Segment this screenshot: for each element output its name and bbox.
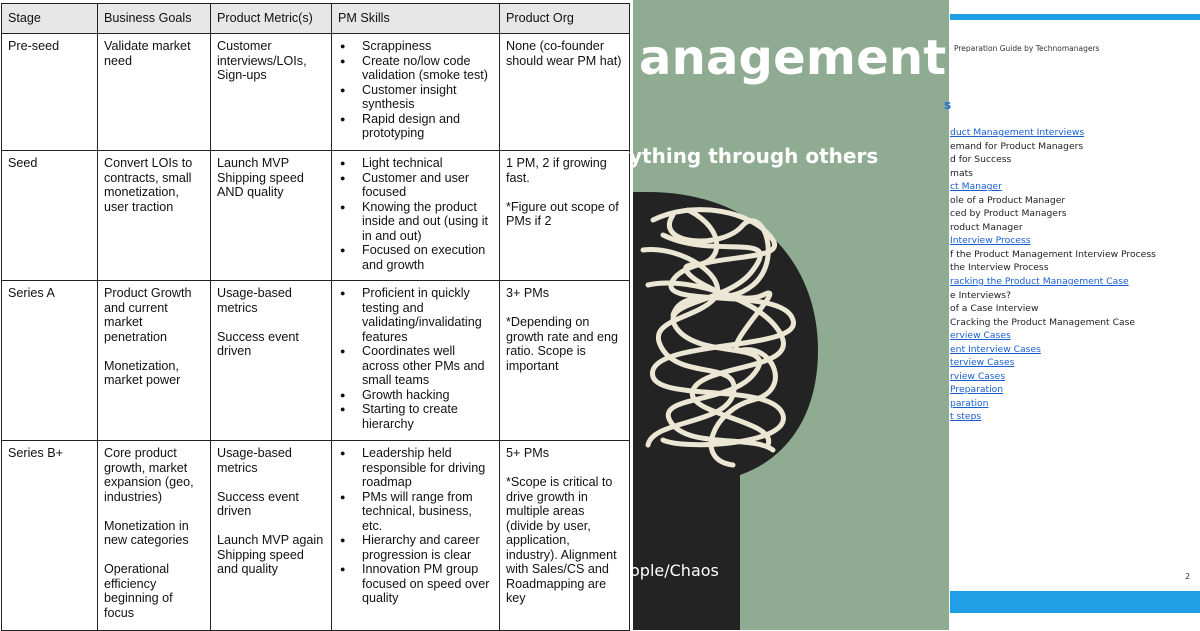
skill-item: ● Coordinates well across other PMs and small teams bbox=[338, 344, 493, 388]
skill-item: ● Light technical bbox=[338, 156, 493, 171]
goals-cell bbox=[98, 441, 211, 631]
goals-text: Product Growth and current market penetration bbox=[104, 286, 192, 344]
book-cover-panel bbox=[629, 0, 952, 630]
org-note: *Figure out scope of PMs if 2 bbox=[506, 199, 619, 228]
skill-item: ● Scrappiness bbox=[338, 39, 493, 54]
toc-bottom-bar bbox=[950, 591, 1200, 613]
metrics-text: Usage-based metrics bbox=[217, 446, 292, 475]
toc-link[interactable]: racking the Product Management Case bbox=[950, 276, 1129, 288]
stage-label: Series B+ bbox=[8, 446, 63, 460]
toc-link[interactable]: rview Cases bbox=[950, 370, 1006, 382]
toc-link[interactable]: erview Cases bbox=[950, 330, 1011, 342]
skills-list bbox=[338, 446, 493, 606]
skill-item: ● Customer and user focused bbox=[338, 171, 493, 200]
toc-link[interactable]: terview Cases bbox=[950, 357, 1015, 369]
metrics-cell bbox=[211, 281, 332, 441]
stage-cell bbox=[2, 34, 98, 151]
toc-entry: mats bbox=[950, 167, 973, 179]
toc-entry: of a Case Interview bbox=[950, 303, 1039, 315]
org-cell bbox=[500, 151, 630, 281]
org-cell bbox=[500, 34, 630, 151]
header-pm-skills: PM Skills bbox=[332, 4, 500, 34]
toc-entry: ced by Product Managers bbox=[950, 208, 1067, 220]
toc-link[interactable]: Interview Process bbox=[950, 235, 1031, 247]
table-row bbox=[2, 151, 630, 281]
skill-item: ● Create no/low code validation (smoke test) bbox=[338, 54, 493, 83]
goals-cell bbox=[98, 151, 211, 281]
goals-cell bbox=[98, 34, 211, 151]
header-stage: Stage bbox=[2, 4, 98, 34]
toc-link[interactable]: Preparation bbox=[950, 384, 1004, 396]
skill-item: ● PMs will range from technical, business, etc. bbox=[338, 490, 493, 534]
table-row bbox=[2, 34, 630, 151]
metrics-text: Usage-based metrics bbox=[217, 286, 292, 315]
toc-link[interactable]: ent Interview Cases bbox=[950, 343, 1041, 355]
stage-label: Pre-seed bbox=[8, 39, 60, 53]
skills-list bbox=[338, 39, 493, 141]
stage-table bbox=[1, 3, 630, 631]
table-row bbox=[2, 441, 630, 631]
toc-page-header: Preparation Guide by Technomanagers bbox=[954, 44, 1100, 53]
goals-text: Operational efficiency beginning of focus bbox=[104, 562, 173, 620]
stage-label: Seed bbox=[8, 156, 38, 170]
toc-page-panel bbox=[944, 0, 1200, 630]
metrics-cell bbox=[211, 441, 332, 631]
header-business-goals: Business Goals bbox=[98, 4, 211, 34]
toc-link[interactable]: paration bbox=[950, 397, 989, 409]
skill-item: ● Starting to create hierarchy bbox=[338, 402, 493, 431]
metrics-cell bbox=[211, 34, 332, 151]
metrics-text: Success event driven bbox=[217, 489, 299, 518]
skills-list bbox=[338, 286, 493, 431]
org-text: None (co-founder should wear PM hat) bbox=[506, 39, 622, 68]
org-text: 5+ PMs bbox=[506, 446, 550, 460]
stage-label: Series A bbox=[8, 286, 55, 300]
skill-item: ● Innovation PM group focused on speed over quality bbox=[338, 562, 493, 606]
goals-text: Convert LOIs to contracts, small monetization, user traction bbox=[104, 156, 193, 214]
goals-cell bbox=[98, 281, 211, 441]
cover-title: anagement bbox=[639, 30, 947, 86]
toc-link[interactable]: t steps bbox=[950, 411, 982, 423]
toc-heading: s bbox=[944, 98, 952, 112]
org-note: *Depending on growth rate and eng ratio. Scope is important bbox=[506, 315, 619, 373]
toc-entry: the Interview Process bbox=[950, 262, 1049, 274]
toc-link[interactable]: duct Management Interviews bbox=[950, 127, 1085, 138]
page-number: 2 bbox=[1185, 572, 1191, 581]
toc-list bbox=[950, 126, 1156, 424]
org-cell bbox=[500, 441, 630, 631]
metrics-cell bbox=[211, 151, 332, 281]
skill-item: ● Proficient in quickly testing and validating/invalidating features bbox=[338, 286, 493, 344]
cover-subtitle: ything through others bbox=[629, 144, 879, 168]
toc-entry: roduct Manager bbox=[950, 221, 1023, 233]
goals-text: Monetization in new categories bbox=[104, 518, 189, 547]
metrics-text: Customer interviews/LOIs, Sign-ups bbox=[217, 39, 307, 82]
metrics-text: Launch MVP Shipping speed AND quality bbox=[217, 156, 304, 199]
skill-item: ● Rapid design and prototyping bbox=[338, 112, 493, 141]
metrics-text: Success event driven bbox=[217, 329, 299, 358]
skills-cell bbox=[332, 441, 500, 631]
stage-cell bbox=[2, 281, 98, 441]
skill-item: ● Customer insight synthesis bbox=[338, 83, 493, 112]
skills-list bbox=[338, 156, 493, 272]
stage-cell bbox=[2, 441, 98, 631]
toc-entry: Cracking the Product Management Case bbox=[950, 316, 1136, 328]
stage-cell bbox=[2, 151, 98, 281]
table-header-row bbox=[2, 4, 630, 34]
toc-link[interactable]: ct Manager bbox=[950, 181, 1002, 193]
header-product-org: Product Org bbox=[500, 4, 630, 34]
skill-item: ● Leadership held responsible for driving roadmap bbox=[338, 446, 493, 490]
skill-item: ● Hierarchy and career progression is clear bbox=[338, 533, 493, 562]
skill-item: ● Growth hacking bbox=[338, 388, 493, 403]
table-row bbox=[2, 281, 630, 441]
skills-cell bbox=[332, 151, 500, 281]
org-text: 1 PM, 2 if growing fast. bbox=[506, 156, 607, 185]
skill-item: ● Knowing the product inside and out (using it in and out) bbox=[338, 200, 493, 244]
org-note: *Scope is critical to drive growth in multiple areas (divide by user, application, industry). Alignment with Sales/CS and Roadmapping are key bbox=[506, 475, 617, 605]
org-cell bbox=[500, 281, 630, 441]
toc-entry: emand for Product Managers bbox=[950, 140, 1084, 152]
toc-entry: e Interviews? bbox=[950, 289, 1011, 301]
goals-text: Validate market need bbox=[104, 39, 191, 68]
goals-text: Core product growth, market expansion (geo, industries) bbox=[104, 446, 194, 504]
skills-cell bbox=[332, 281, 500, 441]
toc-entry: f the Product Management Interview Process bbox=[950, 248, 1156, 260]
cover-footer-text: ople/Chaos bbox=[630, 561, 719, 580]
goals-text: Monetization, market power bbox=[104, 358, 181, 387]
skill-item: ● Focused on execution and growth bbox=[338, 243, 493, 272]
skills-cell bbox=[332, 34, 500, 151]
metrics-text: Launch MVP again Shipping speed and quality bbox=[217, 533, 324, 576]
org-text: 3+ PMs bbox=[506, 286, 550, 300]
toc-top-bar bbox=[950, 14, 1200, 20]
toc-entry: ole of a Product Manager bbox=[950, 194, 1066, 206]
header-product-metrics: Product Metric(s) bbox=[211, 4, 332, 34]
toc-entry: d for Success bbox=[950, 154, 1012, 166]
